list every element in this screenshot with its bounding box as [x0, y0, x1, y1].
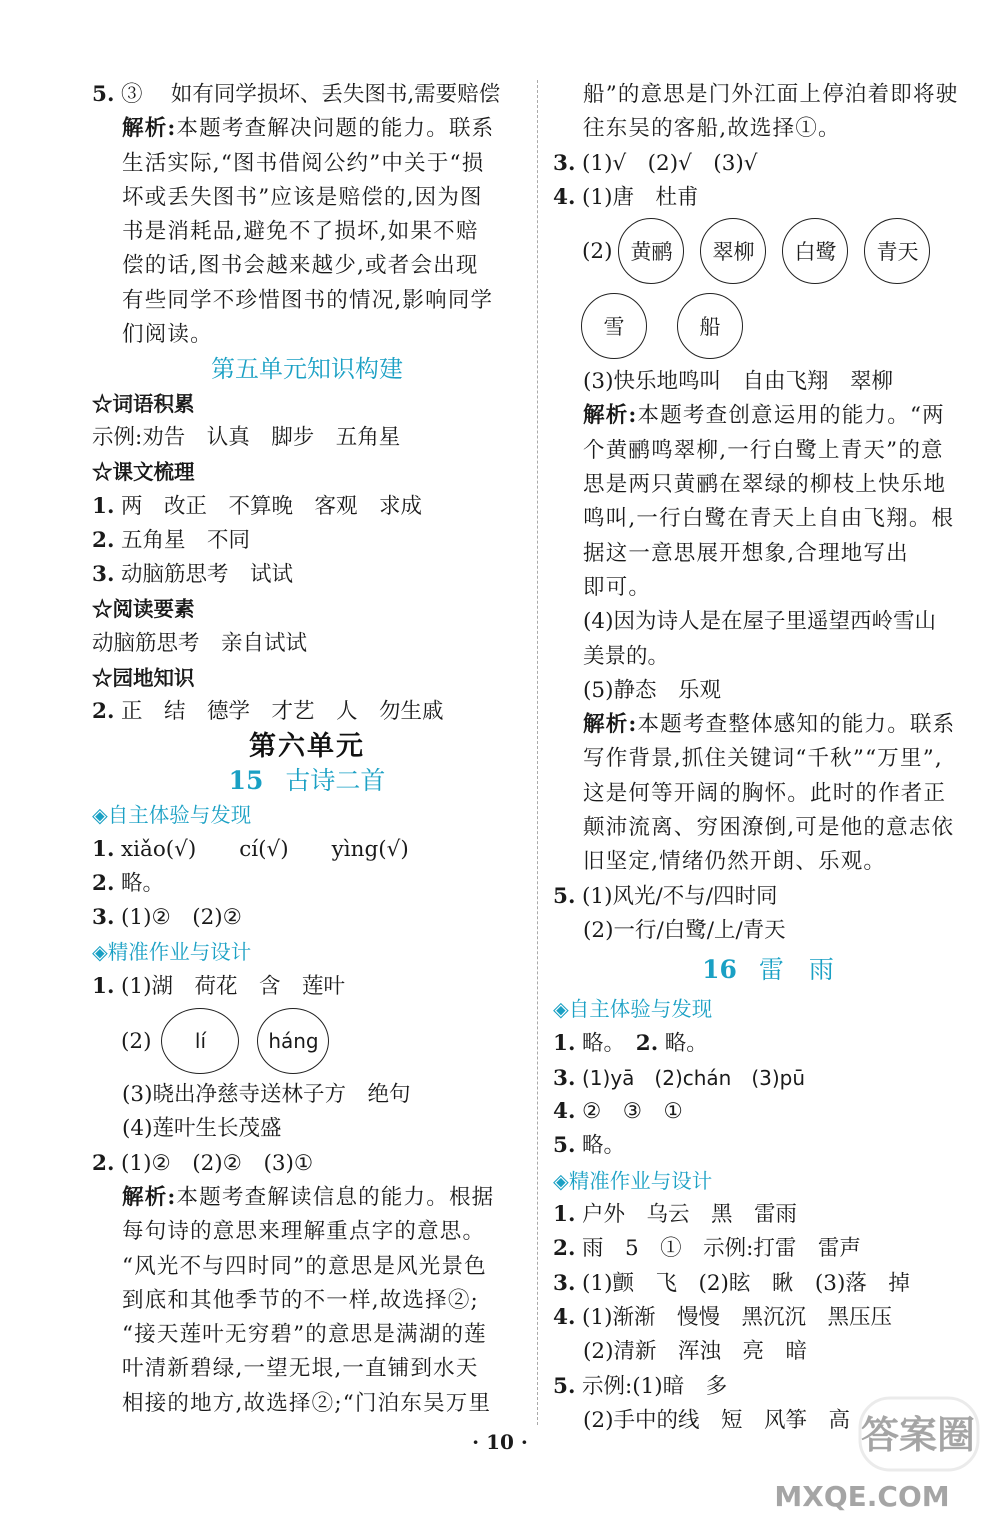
- vocab-line: 示例:劝告 认真 脚步 五角星: [92, 424, 401, 450]
- l16-a1: 1. 略。 2. 略。: [553, 1030, 708, 1056]
- analysis-line: 书是消耗品,避免不了损坏,如果不赔: [122, 219, 479, 245]
- analysis-line: 每句诗的意思来理解重点字的意思。: [122, 1219, 486, 1245]
- analysis-line: 生活实际,“图书借阅公约”中关于“损: [122, 150, 485, 176]
- analysis-line: 偿的话,图书会越来越少,或者会出现: [122, 253, 479, 279]
- watermark-logo: [742, 1394, 982, 1514]
- l15-b1-4: (4)莲叶生长茂盛: [122, 1116, 282, 1142]
- vocab-heading: ☆词语积累: [92, 391, 195, 416]
- analysis-line: 即可。: [583, 574, 652, 600]
- analysis-line: 写作背景,抓住关键词“千秋”“万里”,: [583, 746, 943, 772]
- q5-2: (2)一行/白鹭/上/青天: [583, 917, 786, 943]
- analysis-line: 旧坚定,情绪仍然开朗、乐观。: [583, 849, 887, 875]
- l16-a5: 5. 略。: [553, 1133, 626, 1159]
- analysis-line: 解析:本题考查解决问题的能力。联系: [122, 116, 495, 142]
- page-number: · 10 ·: [472, 1430, 528, 1454]
- l15-b1-2-circles: (2) lí háng: [92, 1004, 522, 1078]
- analysis-line: “风光不与四时同”的意思是风光景色: [122, 1253, 487, 1279]
- l16-b-item: 2. 雨 5 ① 示例:打雷 雷声: [553, 1236, 861, 1262]
- l15-a-item: 2. 略。: [92, 870, 165, 896]
- reading-line: 动脑筋思考 亲自试试: [92, 630, 308, 656]
- column-divider: [537, 80, 538, 1425]
- section-self-experience: ◈自主体验与发现: [92, 803, 252, 828]
- l16-b-item: 4. (1)渐渐 慢慢 黑沉沉 黑压压: [553, 1304, 892, 1330]
- continued-line: 船”的意思是门外江面上停泊着即将驶: [583, 82, 959, 107]
- analysis-line: 解析:本题考查创意运用的能力。“两: [583, 403, 945, 429]
- analysis-line: 鸣叫,一行白鹭在青天上自由飞翔。根: [583, 506, 955, 532]
- l16-b-item: 1. 户外 乌云 黑 雷雨: [553, 1202, 798, 1228]
- analysis-line: 解析:本题考查解读信息的能力。根据: [122, 1184, 495, 1210]
- analysis-line: 坏或丢失图书”应该是赔偿的,因为图: [122, 184, 483, 210]
- text-heading: ☆课文梳理: [92, 460, 195, 485]
- analysis-line: 到底和其他季节的不一样,故选择②;: [122, 1287, 479, 1313]
- q4-4-line: 美景的。: [583, 643, 670, 669]
- analysis-line: 个黄鹂鸣翠柳,一行白鹭上青天”的意: [583, 437, 944, 463]
- l15-b1-3: (3)晓出净慈寺送林子方 绝句: [122, 1082, 411, 1108]
- analysis-line: 颠沛流离、穷困潦倒,可是他的意志依: [583, 815, 955, 841]
- lesson16-title: 16 雷 雨: [702, 955, 834, 985]
- text-item: 1. 两 改正 不算晚 客观 求成: [92, 493, 423, 519]
- l16-b5-2: (2)手中的线 短 风筝 高: [583, 1407, 850, 1433]
- lesson15-title: 15 古诗二首: [228, 765, 386, 795]
- analysis-line: 据这一意思展开想象,合理地写出: [583, 540, 909, 566]
- r-answer-5: 5. (1)风光/不与/四时同: [553, 883, 778, 909]
- word-circles-row1: (2) 黄鹂 翠柳 白鹭 青天: [553, 215, 983, 287]
- word-circle: 船: [677, 293, 743, 359]
- word-circle: 黄鹂: [618, 218, 684, 284]
- analysis-line: “接天莲叶无穷碧”的意思是满湖的莲: [122, 1322, 487, 1348]
- pinyin-circle: lí: [161, 1008, 239, 1074]
- section-precise-homework: ◈精准作业与设计: [92, 940, 252, 965]
- l16-a4: 4. ② ③ ①: [553, 1099, 683, 1125]
- pinyin-circle: háng: [257, 1008, 329, 1074]
- word-circles-row2: [553, 287, 983, 365]
- q4-3: (3)快乐地鸣叫 自由飞翔 翠柳: [583, 369, 893, 395]
- answer-5: 5. ③ 如有同学损坏、丢失图书,需要赔偿: [92, 82, 501, 107]
- analysis-line: 们阅读。: [122, 322, 213, 348]
- r-answer-3: 3. (1)√ (2)√ (3)√: [553, 150, 758, 176]
- analysis-line: 思是两只黄鹂在翠绿的柳枝上快乐地: [583, 472, 947, 498]
- l15-b2: 2. (1)② (2)② (3)①: [92, 1150, 314, 1176]
- text-item: 3. 动脑筋思考 试试: [92, 562, 294, 588]
- unit6-title: 第六单元: [249, 730, 365, 762]
- l16-b-item: 3. (1)颤 飞 (2)眩 瞅 (3)落 掉: [553, 1270, 910, 1296]
- l16-b4-2: (2)清新 浑浊 亮 暗: [583, 1339, 807, 1365]
- watermark-bottom-text: MXQE.COM: [774, 1480, 950, 1513]
- l15-b1: 1. (1)湖 荷花 含 莲叶: [92, 973, 345, 999]
- garden-heading: ☆园地知识: [92, 666, 195, 691]
- right-column: [553, 78, 983, 1438]
- section-self-experience: ◈自主体验与发现: [553, 997, 713, 1022]
- q4-5: (5)静态 乐观: [583, 677, 721, 703]
- analysis-line: 相接的地方,故选择②;“门泊东吴万里: [122, 1390, 492, 1416]
- word-circle: 白鹭: [782, 218, 848, 284]
- word-circle: 翠柳: [700, 218, 766, 284]
- reading-heading: ☆阅读要素: [92, 597, 195, 622]
- analysis-line: 这是何等开阔的胸怀。此时的作者正: [583, 780, 947, 806]
- word-circle: 雪: [581, 293, 647, 359]
- l16-a3: 3. (1)yā (2)chán (3)pū: [553, 1065, 806, 1091]
- word-circle: 青天: [864, 218, 930, 284]
- unit5-title: 第五单元知识构建: [211, 355, 403, 384]
- q4-4-line: (4)因为诗人是在屋子里遥望西岭雪山: [583, 609, 936, 635]
- watermark-top-text: 答案圈: [860, 1413, 976, 1457]
- garden-item: 2. 正 结 德学 才艺 人 勿生戚: [92, 699, 444, 725]
- l15-a-item: 1. xiǎo(√) cí(√) yìng(√): [92, 836, 409, 862]
- l16-b5: 5. 示例:(1)暗 多: [553, 1373, 728, 1399]
- r-answer-4: 4. (1)唐 杜甫: [553, 184, 699, 210]
- text-item: 2. 五角星 不同: [92, 527, 251, 553]
- section-precise-homework: ◈精准作业与设计: [553, 1168, 713, 1193]
- l15-a-item: 3. (1)② (2)②: [92, 905, 242, 931]
- continued-line: 往东吴的客船,故选择①。: [583, 116, 841, 142]
- analysis-line: 解析:本题考查整体感知的能力。联系: [583, 712, 956, 738]
- analysis-line: 叶清新碧绿,一望无垠,一直铺到水天: [122, 1356, 479, 1382]
- analysis-line: 有些同学不珍惜图书的情况,影响同学: [122, 287, 494, 313]
- left-column: [92, 78, 522, 1421]
